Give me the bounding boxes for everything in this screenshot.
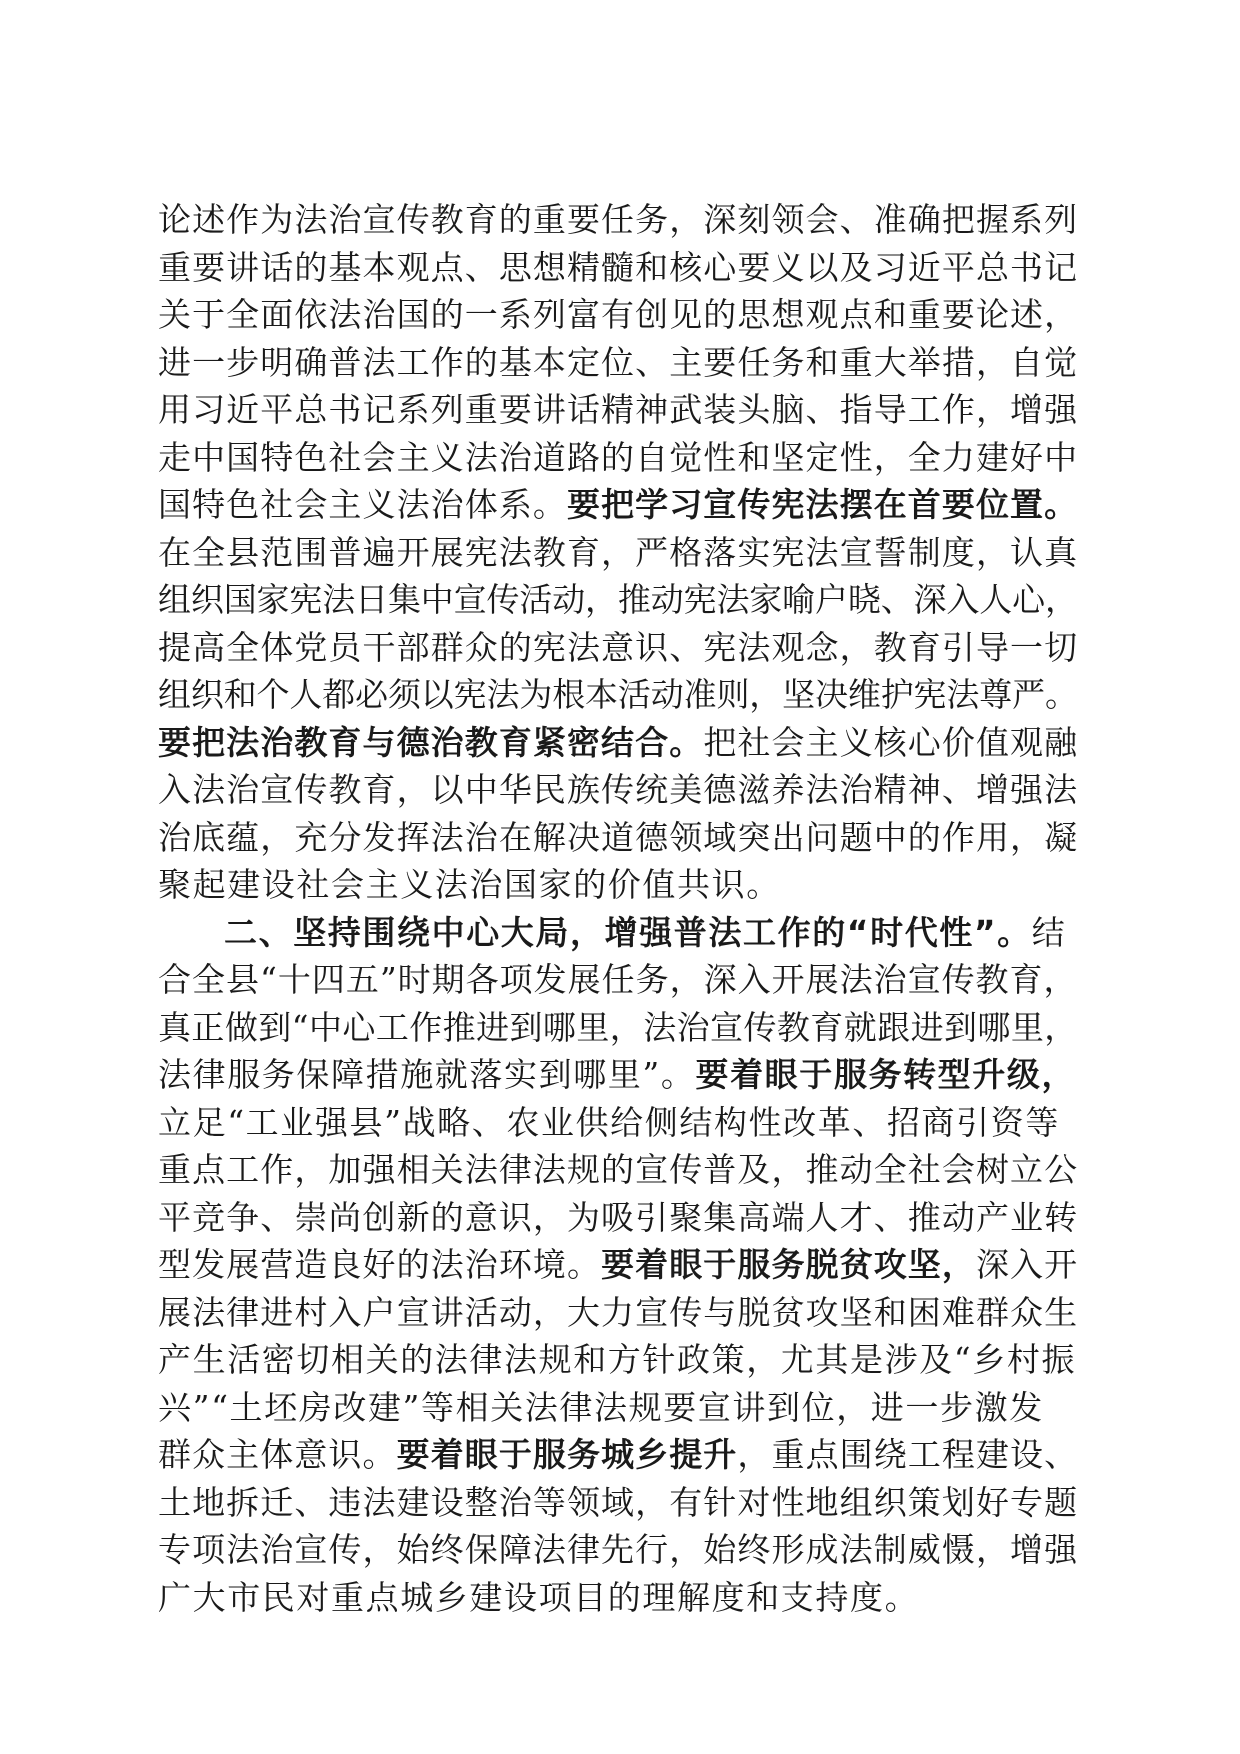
text-run: 组织和个人都必须以宪法为根本活动准则，坚决维护宪法尊严。 [158,675,1078,714]
text-line [158,529,1078,577]
text-line [158,434,1078,482]
text-run: 走中国特色社会主义法治道路的自觉性和坚定性，全力建好中 [158,437,1079,477]
text-line [158,1146,1078,1194]
text-run: 治底蕴，充分发挥法治在解决道德领域突出问题中的作用，凝 [158,817,1079,857]
text-line [158,1384,1078,1432]
text-run: 提高全体党员干部群众的宪法意识、宪法观念，教育引导一切 [158,627,1079,667]
text-run: 产生活密切相关的法律法规和方针政策，尤其是涉及“乡村振 [158,1340,1077,1379]
text-run: 入法治宣传教育，以中华民族传统美德滋养法治精神、增强法 [158,770,1079,809]
text-run: 广大市民对重点城乡建设项目的理解度和支持度。 [158,1577,920,1617]
text-line [158,196,1078,244]
text-run: 组织国家宪法日集中宣传活动，推动宪法家喻户晓、深入人心， [158,580,1078,619]
text-run: 聚起建设社会主义法治国家的价值共识。 [158,865,781,904]
text-line [158,1431,1078,1479]
text-run: 群众主体意识。 [158,1435,397,1474]
bold-emphasis: 要着眼于服务转型升级， [695,1055,1077,1094]
text-line [158,671,1078,719]
text-run: 国特色社会主义法治体系。 [158,485,567,524]
text-run: 论述作为法治宣传教育的重要任务，深刻领会、准确把握系列 [158,200,1079,239]
text-run: 兴”“土坯房改建”等相关法律法规要宣讲到位，进一步激发 [158,1387,1044,1427]
text-run: 用习近平总书记系列重要讲话精神武装头脑、指导工作，增强 [158,390,1079,429]
bold-emphasis: 要着眼于服务脱贫攻坚， [601,1245,976,1284]
bold-emphasis: 要把学习宣传宪法摆在首要位置。 [566,485,1079,524]
text-line [158,481,1078,529]
bold-emphasis: 要着眼于服务城乡提升 [396,1435,738,1474]
text-line [158,1479,1078,1527]
bold-emphasis: 要把法治教育与德治教育紧密结合。 [158,722,704,762]
body-text [158,196,1078,1621]
text-line [158,861,1078,909]
text-run: 重要讲话的基本观点、思想精髓和核心要义以及习近平总书记 [158,247,1079,287]
text-line [158,1051,1078,1099]
text-line [158,576,1078,624]
text-line [158,956,1078,1004]
text-run: 型发展营造良好的法治环境。 [158,1245,602,1284]
text-line [158,244,1078,292]
text-run: 专项法治宣传，始终保障法律先行，始终形成法制威慑，增强 [158,1530,1079,1569]
text-line [158,291,1078,339]
section-heading-line [158,909,1078,957]
text-line [158,1526,1078,1574]
text-run: 把社会主义核心价值观融 [703,722,1079,762]
text-run: 在全县范围普遍开展宪法教育，严格落实宪法宣誓制度，认真 [158,532,1079,572]
text-line [158,339,1078,387]
text-run: 展法律进村入户宣讲活动，大力宣传与脱贫攻坚和困难群众生 [158,1292,1079,1332]
text-run: 真正做到“中心工作推进到哪里，法治宣传教育就跟进到哪里， [158,1007,1078,1047]
text-run: ，重点围绕工程建设、 [737,1435,1079,1474]
text-line [158,624,1078,672]
text-line [158,719,1078,767]
text-line [158,1336,1078,1384]
text-run: 法律服务保障措施就落实到哪里”。 [158,1055,696,1094]
text-line [158,1099,1078,1147]
text-line [158,766,1078,814]
text-line [158,1241,1078,1289]
text-run: 结 [1031,912,1067,952]
text-run: 土地拆迁、违法建设整治等领域，有针对性地组织策划好专题 [158,1482,1079,1522]
text-line [158,1194,1078,1242]
text-line [158,1574,1078,1622]
text-run: 平竞争、崇尚创新的意识，为吸引聚集高端人才、推动产业转 [158,1197,1079,1237]
text-line [158,1004,1078,1052]
text-line [158,1289,1078,1337]
text-run: 立足“工业强县”战略、农业供给侧结构性改革、招商引资等 [158,1102,1060,1142]
text-run: 重点工作，加强相关法律法规的宣传普及，推动全社会树立公 [158,1150,1079,1189]
text-run: 关于全面依法治国的一系列富有创见的思想观点和重要论述， [158,295,1079,334]
text-run: 深入开 [975,1245,1079,1284]
text-line [158,814,1078,862]
text-line [158,386,1078,434]
text-run: 进一步明确普法工作的基本定位、主要任务和重大举措，自觉 [158,342,1079,382]
text-run: 合全县“十四五”时期各项发展任务，深入开展法治宣传教育， [158,960,1078,999]
bold-emphasis: 二、坚持围绕中心大局，增强普法工作的“时代性”。 [224,912,1032,952]
